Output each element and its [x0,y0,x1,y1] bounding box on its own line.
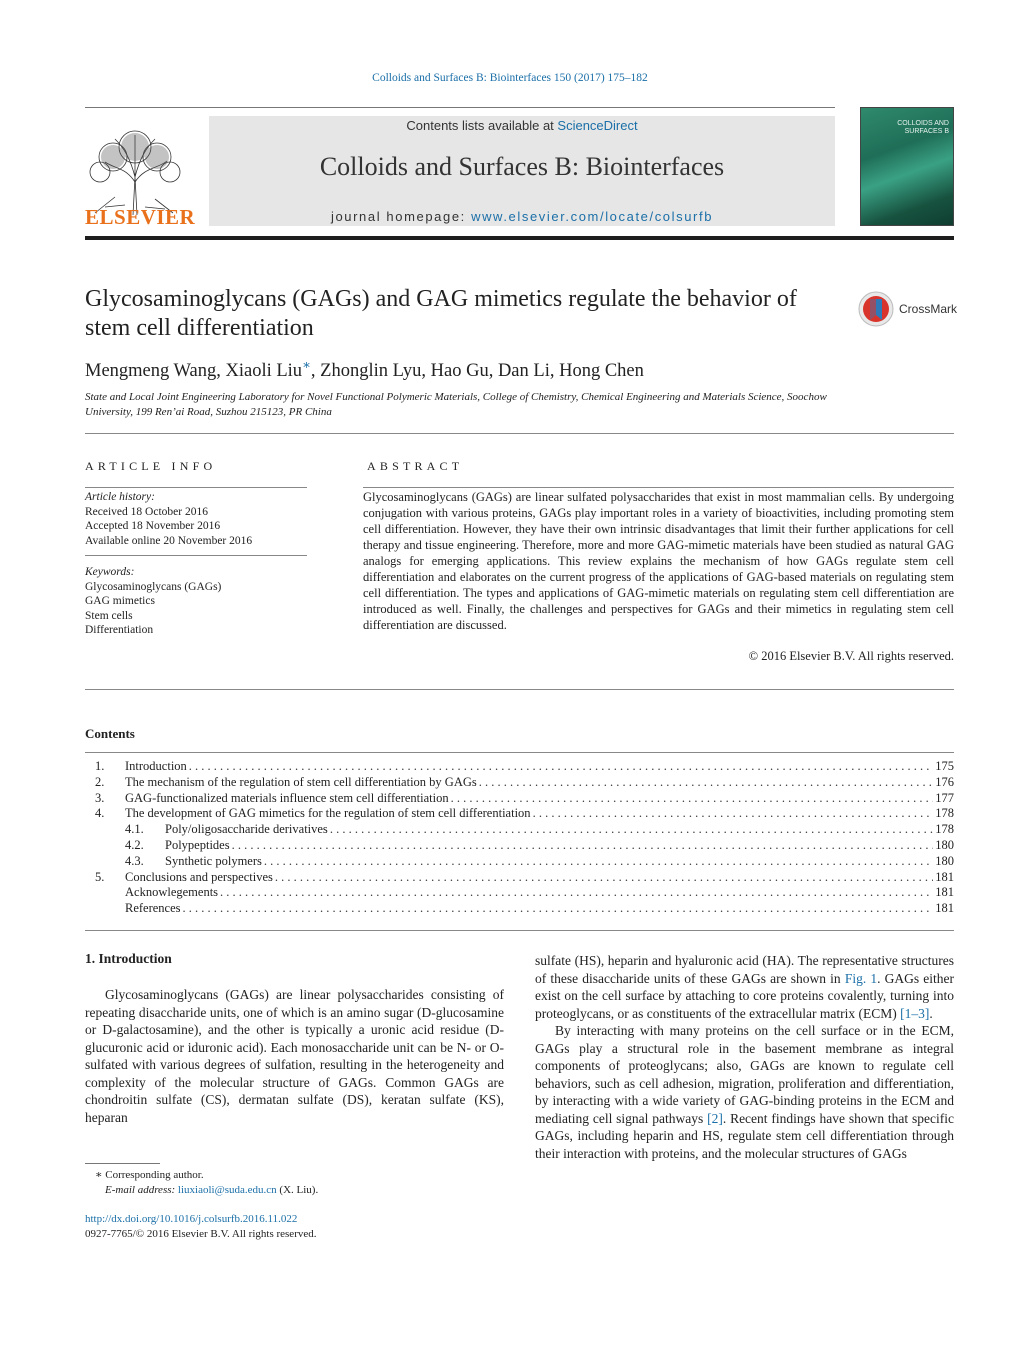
elsevier-wordmark: ELSEVIER [85,205,196,229]
toc-leader [220,885,933,901]
email-label: E-mail address: [105,1183,178,1196]
keywords-label: Keywords: [85,566,135,578]
author-list [85,357,644,382]
homepage-prefix: journal homepage: [330,209,472,224]
text-run: . GAGs either exist on the cell surface by attaching to core proteins covalently, turning into proteoglycans, or as constituents of the extracellular matrix (ECM) [535,970,954,1021]
toc-number: 4.3. [125,853,144,868]
divider [85,930,954,931]
section-heading: 1. Introduction [85,951,172,966]
received-date: Received 18 October 2016 [85,505,208,518]
keyword: Glycosaminoglycans (GAGs) [85,580,222,593]
toc-title: Introduction [125,759,187,773]
online-date: Available online 20 November 2016 [85,534,253,547]
toc-title: Polypeptides [165,837,230,852]
keyword: GAG mimetics [85,595,155,607]
divider [85,487,307,488]
toc-title: Synthetic polymers [165,853,262,868]
body-paragraph [535,1022,954,1162]
doi-block [85,1212,317,1241]
toc-number: 4.2. [125,837,144,852]
journal-homepage-line [209,209,835,224]
toc-page: 177 [935,790,954,805]
corresponding-author-mark[interactable]: ∗ [302,357,311,372]
body-paragraph [535,952,954,1022]
contents-availability-line [209,118,835,133]
toc-leader [479,775,933,791]
keyword: Differentiation [85,624,154,636]
body-right-column [535,952,954,1162]
toc-number: 4. [95,806,105,821]
toc-page: 176 [935,774,954,789]
abstract-copyright: © 2016 Elsevier B.V. All rights reserved. [748,649,954,663]
journal-title: Colloids and Surfaces B: Biointerfaces [319,152,725,181]
toc-entry[interactable] [95,791,954,807]
toc-subentry[interactable] [95,838,954,854]
toc-leader [183,901,934,917]
abstract-text: Glycosaminoglycans (GAGs) are linear sulfated polysaccharides that exist in most mammalian cells. By undergoing conjugation with various proteins, GAGs play important roles in a variety of bioactivities, including promoting stem cell differentiation. However, they have their own intrinsic disadvantages that limit their further applications for cell therapy and tissue engineering. Therefore, more and more GAG-mimetic materials have been studied as natural GAG analogs for emerging applications. This review explains the mechanism of how GAGs regulate stem cell differentiation and elaborates on the current progress of the applications of GAG-based materials on regulating stem cell differentiation. The types and applications of GAG-mimetic materials on regulating stem cell differentiation are introduced as well. Finally, the challenges and perspectives for GAGs and their mimetics in regulating stem cell differentiation are discussed. [363,490,954,632]
toc-page: 175 [935,759,954,773]
article-info [85,490,307,638]
toc-title: Acknowlegements [125,885,219,900]
toc-number: 2. [95,774,105,789]
toc-leader [451,791,934,807]
toc-subentry[interactable] [95,854,954,870]
toc-page: 178 [935,806,954,821]
toc-title: References [125,901,181,916]
toc-number: 3. [95,790,105,805]
toc-title: The development of GAG mimetics for the regulation of stem cell differentiation [125,806,531,821]
corresponding-author-note: ∗ Corresponding author. [95,1169,204,1181]
divider [85,689,954,690]
text-run: . [929,1005,933,1021]
toc-title: GAG-functionalized materials influence stem cell differentiation [125,790,449,805]
figure-link[interactable]: Fig. 1 [844,970,878,986]
journal-header-band [209,116,835,226]
toc-page: 180 [935,837,954,852]
contents-prefix: Contents lists available at [406,118,558,133]
toc-entry[interactable] [95,775,954,791]
table-of-contents [95,759,954,917]
doi-link[interactable]: http://dx.doi.org/10.1016/j.colsurfb.2016.11.022 [85,1213,298,1225]
journal-reference[interactable]: Colloids and Surfaces B: Biointerfaces 150 (2017) 175–182 [372,72,648,84]
toc-leader [533,806,934,822]
crossmark-label: CrossMark [899,302,958,316]
toc-number: 5. [95,869,105,884]
footnote-rule [85,1163,160,1164]
text-run: sulfate (HS), heparin and hyaluronic acid (HA). The representative structures of these disaccharide units of these GAGs are shown in [535,953,954,986]
toc-title: The mechanism of the regulation of stem cell differentiation by GAGs [125,774,477,789]
citation-link[interactable]: [2] [707,1110,723,1126]
email-link[interactable]: liuxiaoli@suda.edu.cn [177,1183,277,1196]
email-suffix: (X. Liu). [276,1183,319,1196]
header-top-rule [85,107,835,108]
article-title: Glycosaminoglycans (GAGs) and GAG mimetics regulate the behavior of stem cell differentiation [85,286,797,341]
crossmark-badge[interactable] [857,290,957,330]
header-thick-rule [85,236,954,240]
toc-page: 181 [935,901,954,916]
authors-part-2: , Zhonglin Lyu, Hao Gu, Dan Li, Hong Chen [310,361,644,382]
keyword: Stem cells [85,609,133,622]
article-history-label: Article history: [85,491,155,503]
toc-number: 4.1. [125,822,144,837]
toc-page: 181 [935,885,954,900]
toc-leader [264,854,933,870]
body-paragraph: Glycosaminoglycans (GAGs) are linear polysaccharides consisting of repeating disaccharide units, one of which is an amino sugar (D-glucosamine or D-galactosamine), and the other is typically a uronic acid residue (D-glucuronic acid or iduronic acid). Each monosaccharide unit can be N- or O-sulfated with various degrees of sulfation, resulting in the heterogeneity and complexity of the molecular structure of GAGs. Common GAGs are chondroitin sulfate (CS), dermatan sulfate (DS), keratan sulfate (KS), heparan [85,987,504,1125]
divider [85,433,954,434]
toc-subentry[interactable] [95,822,954,838]
divider [85,555,307,556]
citation-link[interactable]: [1–3] [900,1005,930,1021]
toc-title: Poly/oligosaccharide derivatives [165,822,328,837]
text-run: By interacting with many proteins on the cell surface or in the ECM, GAGs play a structural role in the basement membrane as integral components of proteoglycans; also, GAGs are known to regulate cell behaviors, such as cell adhesion, migration, proliferation and differentiation, by interacting with a wide variety of GAG-binding proteins in the ECM and mediating cell signal pathways [535,1023,954,1126]
journal-cover-image[interactable] [860,107,954,226]
crossmark-icon [857,290,895,328]
accepted-date: Accepted 18 November 2016 [85,520,221,532]
text-run: . Recent findings have shown that specific GAGs, including heparin and HS, regulate stem cell differentiation through their interaction with proteins, and the molecular structures of GAGs [535,1110,954,1161]
toc-entry[interactable] [95,901,954,917]
toc-entry[interactable] [95,759,954,775]
article-info-heading: ARTICLE INFO [85,459,217,473]
toc-page: 178 [935,822,954,837]
sciencedirect-link[interactable]: ScienceDirect [557,118,638,133]
toc-entry[interactable] [95,870,954,886]
toc-leader [275,870,933,886]
toc-title: Conclusions and perspectives [125,869,273,884]
cover-title: COLLOIDS AND SURFACES B [897,120,949,135]
divider [85,752,954,753]
toc-leader [330,822,933,838]
email-line [95,1183,318,1198]
contents-heading: Contents [85,726,135,741]
issn-copyright: 0927-7765/© 2016 Elsevier B.V. All rights reserved. [85,1227,317,1240]
authors-part-1: Mengmeng Wang, Xiaoli Liu [85,361,303,382]
toc-entry[interactable] [95,806,954,822]
toc-leader [189,759,933,775]
divider [363,487,954,488]
toc-page: 181 [935,869,954,884]
author-affiliation: State and Local Joint Engineering Laboratory for Novel Functional Polymeric Materials, College of Chemistry, Chemical Engineering and Materials Science, Soochow University, 199 Ren’ai Road, Suzhou 215123, PR China [85,391,827,418]
abstract-heading: ABSTRACT [367,459,464,473]
toc-leader [232,838,934,854]
journal-homepage-link[interactable]: www.elsevier.com/locate/colsurfb [471,209,714,224]
toc-number: 1. [95,759,105,773]
toc-entry[interactable] [95,885,954,901]
toc-page: 180 [935,853,954,868]
footnote [95,1168,318,1197]
